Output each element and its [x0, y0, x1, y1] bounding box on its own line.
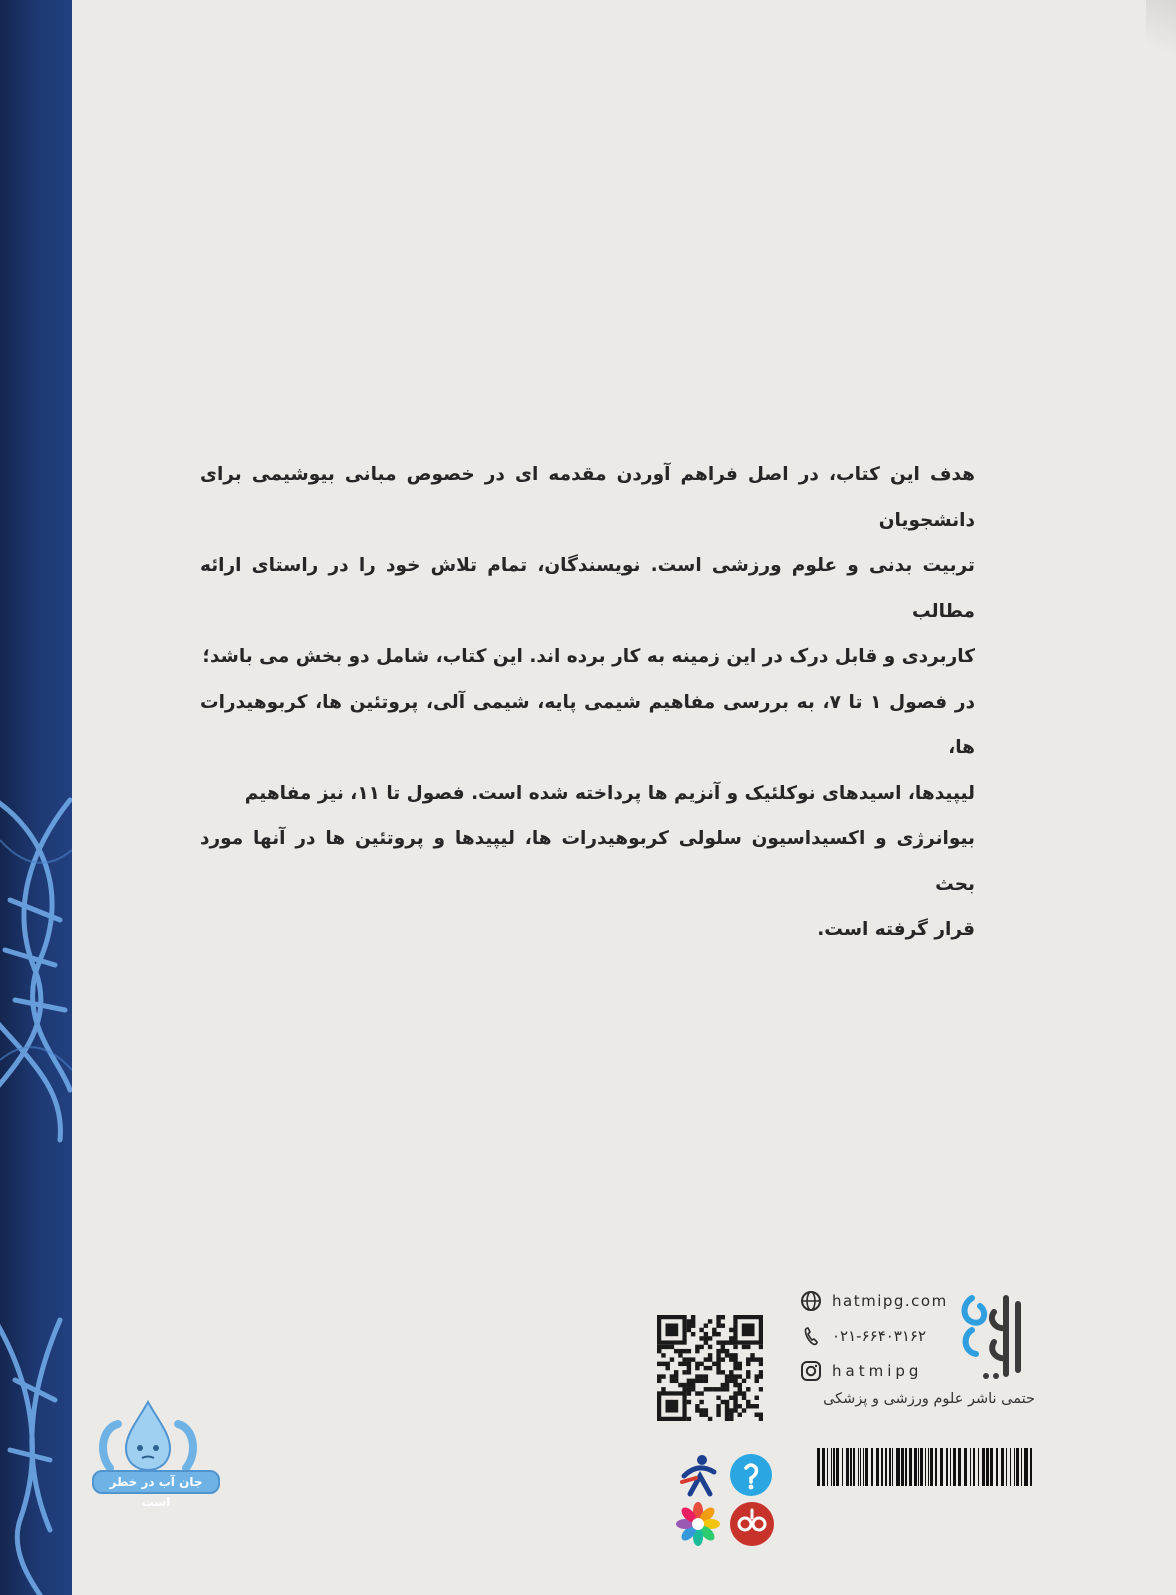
runner-badge-icon [676, 1452, 722, 1498]
description-line: بیوانرژی و اکسیداسیون سلولی کربوهیدرات ها، لیپیدها و پروتئین ها در آنها مورد بحث [200, 828, 975, 895]
phone-row[interactable] [800, 1322, 960, 1350]
website-row[interactable] [800, 1287, 960, 1315]
instagram-icon [800, 1360, 822, 1382]
description-line: در فصول ۱ تا ۷، به بررسی مفاهیم شیمی پایه، شیمی آلی، پروتئین ها، کربوهیدرات ها، [200, 691, 975, 758]
globe-icon [800, 1290, 822, 1312]
description-line: قرار گرفته است. [817, 919, 975, 940]
description-text [200, 452, 975, 953]
description-line: هدف این کتاب، در اصل فراهم آوردن مقدمه ای در خصوص مبانی بیوشیمی برای دانشجویان [200, 464, 975, 531]
barcode [815, 1448, 1033, 1486]
page-corner [1146, 0, 1176, 70]
publisher-tagline: حتمی ناشر علوم ورزشی و پزشکی [823, 1391, 1035, 1407]
flower-badge-icon [674, 1500, 722, 1548]
phone-text[interactable]: ۰۲۱-۶۶۴۰۳۱۶۲ [832, 1327, 927, 1345]
instagram-row[interactable] [800, 1357, 960, 1385]
description-line: لیپیدها، اسیدهای نوکلئیک و آنزیم ها پرداخته شده است. فصول تا ۱۱، نیز مفاهیم [244, 782, 975, 804]
water-drop-logo-icon [88, 1398, 208, 1476]
qr-code[interactable] [657, 1315, 763, 1421]
phone-icon [800, 1325, 822, 1347]
description-line: تربیت بدنی و علوم ورزشی است. نویسندگان، تمام تلاش خود را در راستای ارائه مطالب [200, 555, 975, 622]
website-text[interactable]: hatmipg.com [832, 1292, 948, 1310]
cover-spine [0, 0, 72, 1595]
water-badge-label: جان آب در خطر است [92, 1470, 220, 1494]
instagram-text[interactable]: hatmipg [832, 1362, 923, 1380]
red-badge-icon [728, 1500, 776, 1548]
circle-badge-icon [728, 1452, 774, 1498]
publisher-logo-icon [958, 1290, 1030, 1382]
spine-decoration-icon [0, 760, 72, 1595]
description-line: کاربردی و قابل درک در این زمینه به کار برده اند. این کتاب، شامل دو بخش می باشد؛ [202, 646, 975, 667]
